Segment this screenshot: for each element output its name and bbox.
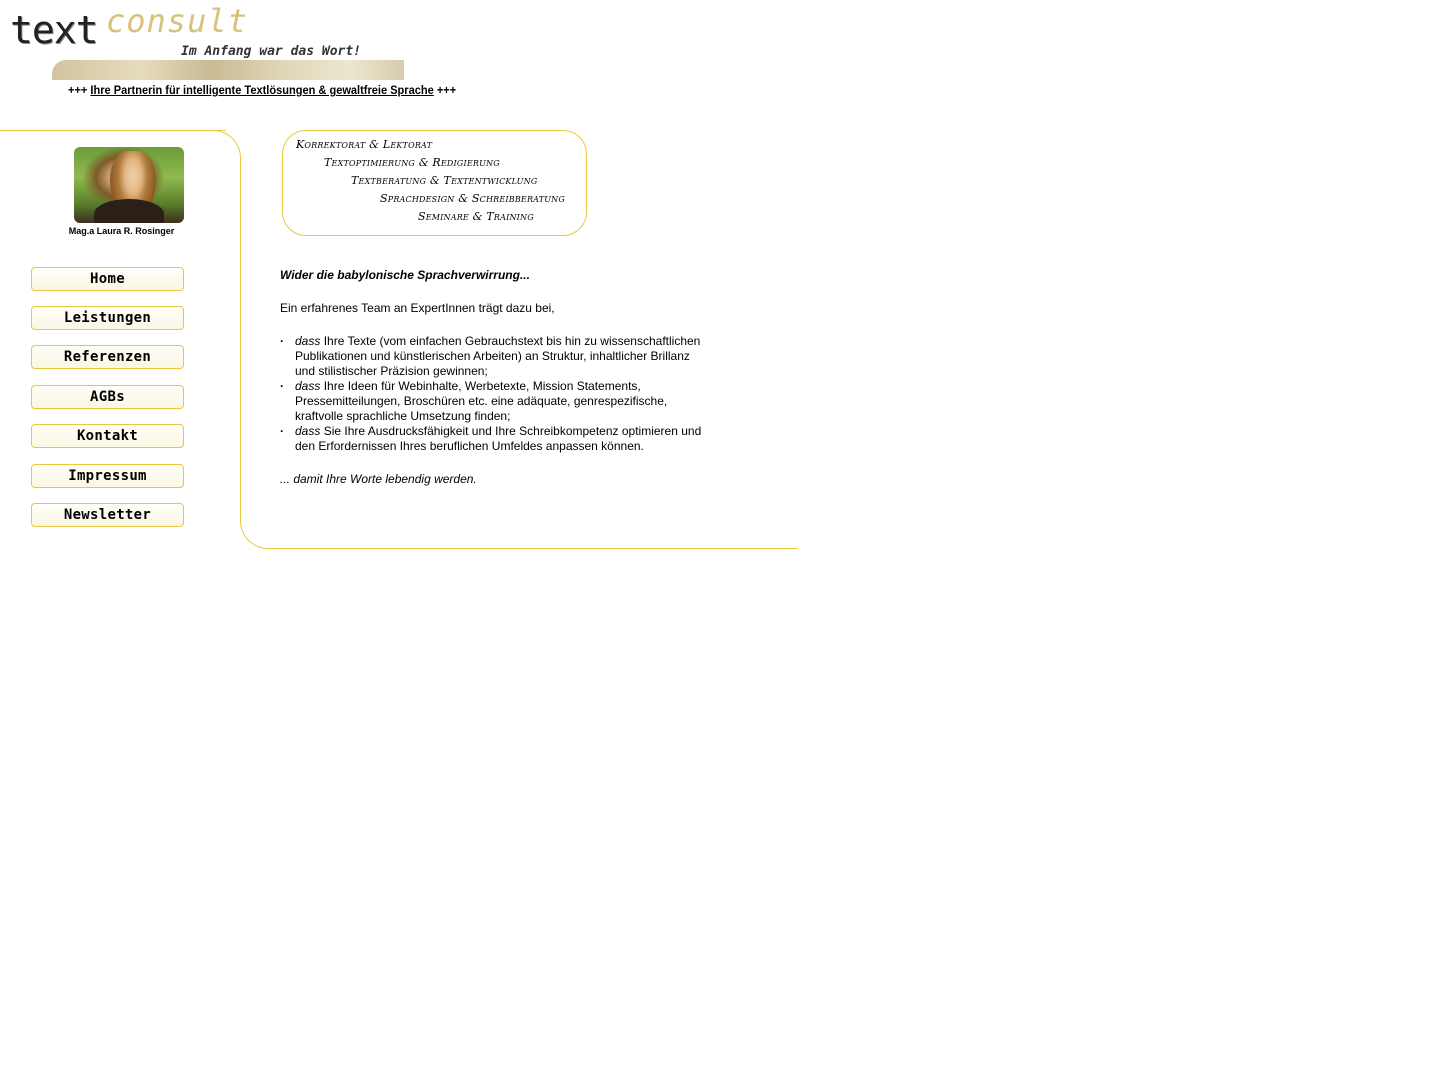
service-item: Textoptimierung & Redigierung: [324, 156, 500, 169]
main-closing: ... damit Ihre Worte lebendig werden.: [280, 472, 477, 486]
bullet-lead: dass: [295, 424, 321, 438]
frame-vertical-line: [240, 157, 241, 523]
list-item: [280, 379, 710, 424]
frame-bottom-curve: [240, 520, 269, 549]
logo-image-strip: [52, 60, 404, 80]
bullet-text: Ihre Texte (vom einfachen Gebrauchstext bis hin zu wissenschaftlichen Publikationen und künstlerischen Arbeiten) an Struktur, inhaltlicher Brillanz und stilistischer Präzision gewinnen;: [295, 334, 701, 378]
service-item: Textberatung & Textentwicklung: [351, 174, 538, 187]
frame-top-line: [0, 130, 226, 131]
portrait-photo: [74, 147, 184, 223]
site-logo[interactable]: [8, 4, 408, 82]
list-item: [280, 424, 710, 454]
service-item: Korrektorat & Lektorat: [296, 138, 433, 151]
portrait-caption: Mag.a Laura R. Rosinger: [68, 226, 175, 236]
benefit-list: [280, 334, 710, 454]
main-content: [280, 268, 710, 499]
nav-leistungen-button[interactable]: Leistungen: [31, 306, 184, 330]
frame-top-curve: [212, 130, 241, 159]
service-item: Sprachdesign & Schreibberatung: [380, 192, 565, 205]
tagline-link[interactable]: Ihre Partnerin für intelligente Textlösungen & gewaltfreie Sprache: [90, 83, 434, 97]
bullet-text: Sie Ihre Ausdrucksfähigkeit und Ihre Schreibkompetenz optimieren und den Erfordernissen Ihres beruflichen Umfeldes anpassen können.: [295, 424, 702, 453]
nav-agbs-button[interactable]: AGBs: [31, 385, 184, 409]
tagline-prefix: +++: [68, 83, 88, 97]
bullet-text: Ihre Ideen für Webinhalte, Werbetexte, Mission Statements, Pressemitteilungen, Broschüren etc. eine adäquate, genrespezifische, kraftvolle sprachliche Umsetzung finden;: [295, 379, 668, 423]
bullet-lead: dass: [295, 379, 321, 393]
frame-bottom-line: [266, 548, 798, 549]
logo-text-consult: consult: [106, 2, 248, 40]
tagline: [68, 83, 456, 97]
portrait-coat: [94, 199, 164, 223]
nav-home-button[interactable]: Home: [31, 267, 184, 291]
bullet-lead: dass: [295, 334, 321, 348]
service-item: Seminare & Training: [418, 210, 534, 223]
list-item: [280, 334, 710, 379]
nav-kontakt-button[interactable]: Kontakt: [31, 424, 184, 448]
nav-referenzen-button[interactable]: Referenzen: [31, 345, 184, 369]
logo-slogan: Im Anfang war das Wort!: [181, 44, 362, 59]
main-intro: Ein erfahrenes Team an ExpertInnen trägt dazu bei,: [280, 301, 555, 315]
tagline-suffix: +++: [436, 83, 457, 97]
main-headline: Wider die babylonische Sprachverwirrung...: [280, 268, 530, 282]
logo-text-text: text: [10, 8, 98, 52]
nav-impressum-button[interactable]: Impressum: [31, 464, 184, 488]
nav-newsletter-button[interactable]: Newsletter: [31, 503, 184, 527]
